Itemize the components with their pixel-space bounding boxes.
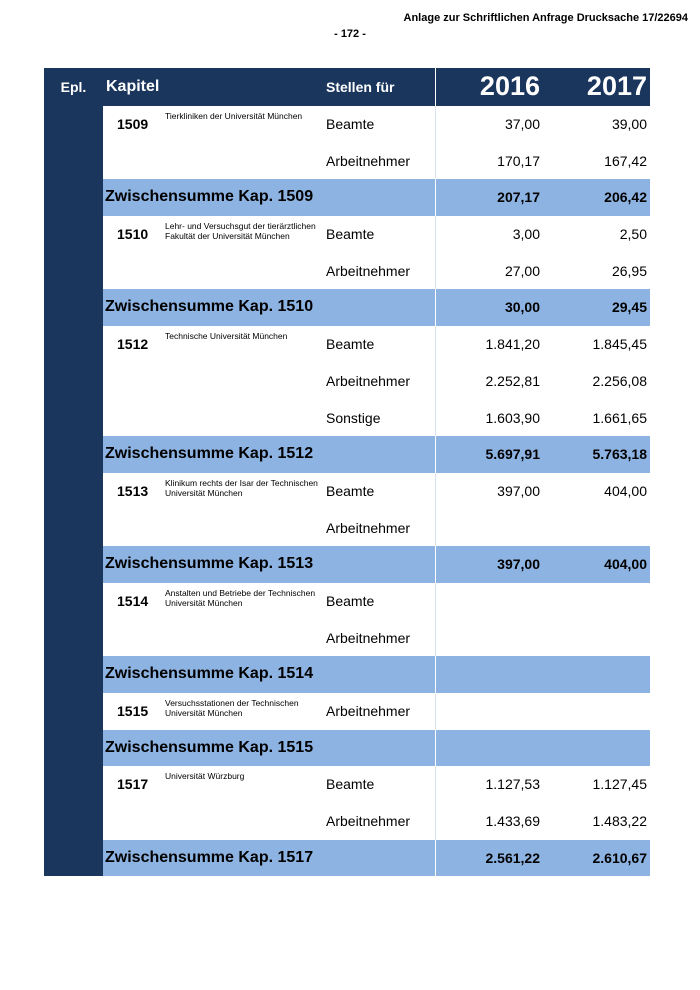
value-2016: 5.697,91: [485, 446, 540, 463]
value-2017: 5.763,18: [592, 446, 647, 463]
subtotal-row: [103, 656, 650, 693]
staff-category: Arbeitnehmer: [326, 629, 411, 646]
chapter-description: Anstalten und Betriebe der Technischen Universität München: [165, 587, 316, 608]
value-2016: 1.841,20: [485, 336, 540, 353]
subtotal-label: Zwischensumme Kap. 1515: [105, 738, 314, 756]
column-divider: [435, 583, 436, 620]
chapter-number: 1515: [117, 703, 149, 719]
chapter-description: Klinikum rechts der Isar der Technischen Universität München: [165, 477, 318, 498]
staff-category: Beamte: [326, 482, 375, 499]
table-row: [103, 766, 650, 803]
chapter-number: 1514: [117, 592, 149, 609]
value-2017: 26,95: [611, 262, 647, 279]
staff-category: Beamte: [326, 226, 375, 243]
subtotal-row: [103, 289, 650, 326]
header-epl: Epl.: [60, 79, 87, 95]
staff-category: Arbeitnehmer: [326, 703, 411, 719]
value-2016: 2.561,22: [485, 849, 540, 866]
staff-category: Arbeitnehmer: [326, 262, 411, 279]
table-row: [103, 693, 650, 730]
table-row: [103, 803, 650, 840]
staff-category: Arbeitnehmer: [326, 519, 411, 536]
value-2016: 1.603,90: [485, 409, 540, 426]
value-2017: 404,00: [604, 556, 647, 573]
header-stellen: Stellen für: [326, 79, 395, 95]
chapter-description: Technische Universität München: [165, 331, 288, 342]
header-year-2017: 2017: [586, 71, 647, 101]
subtotal-label: Zwischensumme Kap. 1514: [105, 665, 314, 683]
chapter-number: 1513: [117, 482, 149, 499]
subtotal-label: Zwischensumme Kap. 1509: [105, 188, 314, 206]
page-number: - 172 -: [334, 28, 366, 40]
table-row: [103, 143, 650, 180]
staff-category: Beamte: [326, 592, 375, 609]
chapter-description: Universität Würzburg: [165, 771, 245, 782]
staff-category: Sonstige: [326, 409, 381, 426]
value-2017: 1.845,45: [592, 336, 647, 353]
value-2017: 206,42: [604, 189, 647, 206]
table-row: [103, 326, 650, 363]
column-divider: [435, 620, 436, 657]
value-2016: 397,00: [497, 556, 540, 573]
value-2016: 170,17: [497, 152, 540, 169]
header-kapitel: Kapitel: [106, 78, 160, 95]
value-2016: 30,00: [504, 299, 540, 316]
staff-category: Arbeitnehmer: [326, 372, 411, 389]
value-2017: 167,42: [604, 152, 647, 169]
epl-column: [44, 68, 103, 876]
table-row: [103, 106, 650, 143]
value-2016: 1.127,53: [485, 776, 540, 793]
value-2017: 2,50: [619, 226, 647, 243]
document-header: Anlage zur Schriftlichen Anfrage Drucksache 17/22694: [403, 12, 688, 24]
value-2016: 397,00: [497, 482, 540, 499]
value-2016: 37,00: [504, 116, 540, 132]
subtotal-label: Zwischensumme Kap. 1510: [105, 298, 314, 316]
subtotal-label: Zwischensumme Kap. 1513: [105, 555, 314, 573]
staff-category: Arbeitnehmer: [326, 152, 411, 169]
chapter-description: Tierkliniken der Universität München: [165, 111, 303, 121]
value-2016: 2.252,81: [485, 372, 540, 389]
chapter-description: Versuchsstationen der Technischen Universität München: [165, 698, 299, 718]
subtotal-row: [103, 179, 650, 216]
table-row: [103, 510, 650, 547]
header-year-2016: 2016: [479, 71, 540, 101]
table-row: [103, 400, 650, 437]
staff-category: Beamte: [326, 116, 375, 132]
value-2017: 1.127,45: [592, 776, 647, 793]
subtotal-label: Zwischensumme Kap. 1512: [105, 445, 314, 463]
table-header: [44, 68, 650, 106]
chapter-number: 1509: [117, 116, 149, 132]
column-divider: [435, 730, 436, 767]
staff-category: Beamte: [326, 336, 375, 353]
value-2017: 1.483,22: [592, 813, 647, 830]
value-2017: 404,00: [604, 482, 647, 499]
column-divider: [435, 656, 436, 693]
subtotal-row: [103, 436, 650, 473]
value-2017: 29,45: [611, 299, 647, 316]
subtotal-label: Zwischensumme Kap. 1517: [105, 848, 314, 866]
staff-category: Beamte: [326, 776, 375, 793]
chapter-number: 1510: [117, 226, 149, 243]
table-row: [103, 620, 650, 657]
table-row: [103, 216, 650, 253]
chapter-description: Lehr- und Versuchsgut der tierärztlichen Fakultät der Universität München: [165, 221, 316, 242]
subtotal-row: [103, 546, 650, 583]
value-2017: 1.661,65: [592, 409, 647, 426]
value-2017: 2.256,08: [592, 372, 647, 389]
chapter-number: 1517: [117, 776, 149, 793]
value-2016: 27,00: [504, 262, 540, 279]
value-2017: 39,00: [611, 116, 647, 132]
table-row: [103, 473, 650, 510]
table-row: [103, 583, 650, 620]
chapter-number: 1512: [117, 336, 149, 353]
value-2016: 207,17: [497, 189, 540, 206]
table-row: [103, 253, 650, 290]
value-2016: 1.433,69: [485, 813, 540, 830]
value-2017: 2.610,67: [592, 849, 647, 866]
value-2016: 3,00: [512, 226, 540, 243]
column-divider: [435, 510, 436, 547]
subtotal-row: [103, 840, 650, 877]
column-divider: [435, 693, 436, 730]
staff-category: Arbeitnehmer: [326, 813, 411, 830]
table-body: [103, 106, 650, 876]
table-row: [103, 363, 650, 400]
subtotal-row: [103, 730, 650, 767]
